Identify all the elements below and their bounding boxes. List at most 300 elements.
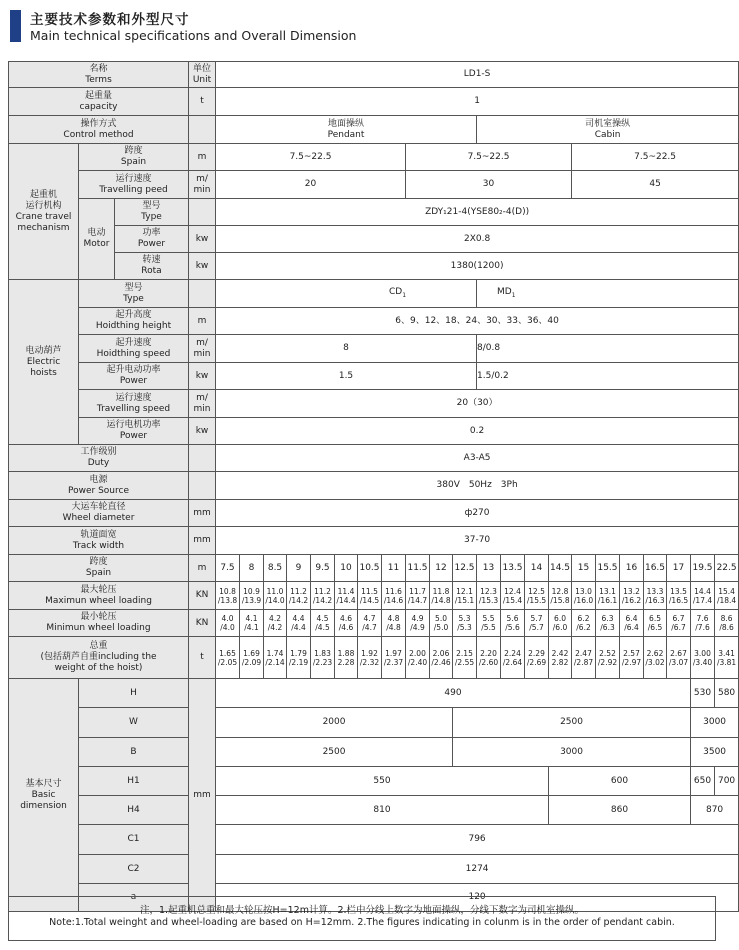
power-source-value-text: 380V 50Hz 3Ph xyxy=(436,480,518,490)
hoist-lift-md xyxy=(477,335,739,363)
dim-W-value xyxy=(691,708,739,738)
span_row-cell-text: 7.5 xyxy=(220,562,235,573)
maxload-cell xyxy=(358,582,382,610)
weight-cell xyxy=(382,637,406,679)
track-label xyxy=(9,527,189,555)
dim-H-label xyxy=(79,679,189,708)
minload-cell xyxy=(549,610,572,637)
hoist-tpow-value-text: 0.2 xyxy=(469,425,485,436)
hoist-lpow-cd xyxy=(216,363,477,390)
minload-cell-text: 6.4 xyxy=(625,614,638,623)
maxload-cell-text: /14.8 xyxy=(431,595,451,605)
dim-C1-label-text: C1 xyxy=(127,834,140,844)
crane-speed-unit-text: m/ min xyxy=(193,173,211,195)
dim-C2-label xyxy=(79,855,189,884)
maxload-cell-text: /13.8 xyxy=(217,595,238,605)
span_row-unit xyxy=(189,555,216,582)
weight-cell-text: 2.42 xyxy=(551,648,569,658)
span_row-cell xyxy=(596,555,620,582)
maxload-cell xyxy=(216,582,240,610)
hoist-lpow-label-text: Power xyxy=(119,376,148,386)
minload-cell-text: /6.2 xyxy=(576,623,591,632)
dim-H-value xyxy=(216,679,691,708)
weight-cell xyxy=(358,637,382,679)
maxload-cell xyxy=(644,582,667,610)
maxload-cell-text: /15.1 xyxy=(454,595,475,605)
crane-span-1-text: 7.5~22.5 xyxy=(289,151,332,162)
dim-H-value-text: 530 xyxy=(693,687,712,698)
maxload-cell xyxy=(311,582,335,610)
weight-cell-text: 1.88 xyxy=(337,648,355,658)
minload-cell-text: 5.5 xyxy=(482,614,495,623)
span_row-cell xyxy=(715,555,739,582)
minload-cell-text: /4.0 xyxy=(220,623,235,632)
span_row-cell-text: 10 xyxy=(340,562,352,573)
hoist-height-value-text: 6、9、12、18、24、30、33、36、40 xyxy=(395,315,559,326)
weight-label xyxy=(9,637,189,679)
maxload-label-text: 最大轮压 xyxy=(80,584,117,595)
span_row-cell-text: 8 xyxy=(248,562,255,573)
dim-B-value xyxy=(691,738,739,767)
dim-H4-value xyxy=(549,796,691,825)
hoist-lift-cd xyxy=(216,335,477,363)
minload-cell-text: /4.8 xyxy=(386,623,401,632)
motor-rota-value xyxy=(216,253,739,280)
maxload-cell xyxy=(406,582,430,610)
capacity-value xyxy=(216,88,739,116)
dim-H4-value xyxy=(216,796,549,825)
control-cabin xyxy=(477,116,739,144)
crane-speed-2 xyxy=(406,171,572,199)
maxload-cell-text: /17.4 xyxy=(692,595,713,605)
span_row-cell xyxy=(644,555,667,582)
weight-cell-text: /2.23 xyxy=(312,657,333,667)
minload-unit-text: KN xyxy=(195,617,209,628)
dim-H4-value-text: 870 xyxy=(705,804,724,815)
dims-unit xyxy=(189,679,216,912)
maxload-cell-text: 11.0 xyxy=(266,586,284,596)
power-source-label-text: 电源 xyxy=(89,474,108,485)
weight-cell-text: 2.20 xyxy=(480,648,497,658)
dim-H1-value xyxy=(691,767,715,796)
control-cabin-text: Cabin xyxy=(594,129,621,140)
weight-cell xyxy=(240,637,264,679)
weight-cell xyxy=(501,637,525,679)
dim-B-value xyxy=(453,738,691,767)
motor-group xyxy=(79,199,115,280)
minload-cell-text: /5.7 xyxy=(529,623,544,632)
minload-cell-text: 4.7 xyxy=(363,614,376,623)
crane-travel-group-text: mechanism xyxy=(17,222,70,233)
span_row-label-text: 跨度 xyxy=(89,557,108,567)
duty-label-text: 工作级别 xyxy=(80,447,117,457)
maxload-cell xyxy=(453,582,477,610)
minload-cell xyxy=(430,610,453,637)
hoist-type-label-text: 型号 xyxy=(124,282,143,293)
span_row-label xyxy=(9,555,189,582)
hoist-lpow-md-text: 1.5/0.2 xyxy=(477,370,509,381)
footnote-cn: 注，1.起重机总重和最大轮压按H=12m计算。2.栏中分线上数字为地面操纵，分线下数字为司机室操纵。 xyxy=(139,905,585,916)
weight-cell-text: /2.19 xyxy=(288,657,309,667)
minload-cell-text: /4.4 xyxy=(291,623,306,632)
dim-C1-label xyxy=(79,825,189,855)
duty-unit xyxy=(189,445,216,472)
hoist-tspd-unit-text: m/ min xyxy=(193,392,211,414)
weight-unit-text: t xyxy=(200,652,204,662)
motor-rota-value-text: 1380(1200) xyxy=(450,260,504,271)
crane-span-unit xyxy=(189,144,216,171)
maxload-cell-text: 11.4 xyxy=(337,586,355,596)
maxload-cell xyxy=(715,582,739,610)
maxload-cell-text: /16.5 xyxy=(668,595,689,605)
weight-cell-text: /3.40 xyxy=(692,657,713,667)
dim-H1-value xyxy=(216,767,549,796)
weight-cell-text: 2.62 xyxy=(646,648,664,658)
hoist-tpow-label xyxy=(79,418,189,445)
minload-cell-text: 5.6 xyxy=(506,614,519,623)
hoist-type-cd-sub: 1 xyxy=(402,291,407,299)
unit-header xyxy=(189,62,216,88)
minload-cell xyxy=(620,610,644,637)
maxload-cell-text: 11.2 xyxy=(290,586,307,596)
weight-cell-text: /2.97 xyxy=(621,657,642,667)
dim-H4-value-text: 810 xyxy=(373,804,391,815)
minload-cell-text: /5.3 xyxy=(457,623,472,632)
footnote xyxy=(8,896,716,941)
minload-cell-text: 4.0 xyxy=(221,614,234,623)
weight-cell-text: /2.14 xyxy=(265,657,285,667)
maxload-cell-text: /14.4 xyxy=(336,595,356,605)
weight-cell-text: /2.92 xyxy=(597,657,618,667)
footnote-en: Note:1.Total weinght and wheel-loading are based on H=12mm. 2.The figures indicating in colunm is in the order of pendant cabin. xyxy=(49,917,675,928)
weight-cell-text: /2.09 xyxy=(241,657,262,667)
dim-W-label-text: W xyxy=(129,717,138,727)
weight-cell xyxy=(525,637,549,679)
minload-unit xyxy=(189,610,216,637)
weight-cell-text: 1.65 xyxy=(219,648,236,658)
dim-H4-value xyxy=(691,796,739,825)
dim-W-value-text: 3000 xyxy=(703,717,727,727)
minload-cell xyxy=(382,610,406,637)
minload-cell-text: /4.6 xyxy=(338,623,354,632)
maxload-cell xyxy=(264,582,287,610)
dim-H-value-text: 580 xyxy=(717,687,736,698)
hoist-type-unit xyxy=(189,280,216,308)
motor-group-text: Motor xyxy=(83,239,110,249)
dim-H4-value-text: 860 xyxy=(610,804,629,815)
maxload-cell-text: /14.2 xyxy=(288,595,309,605)
maxload-cell-text: 11.5 xyxy=(361,586,378,596)
crane-speed-2-text: 30 xyxy=(482,179,495,189)
control-unit xyxy=(189,116,216,144)
maxload-unit xyxy=(189,582,216,610)
motor-power-label-text: Power xyxy=(137,239,166,249)
span_row-cell xyxy=(525,555,549,582)
span_row-cell xyxy=(264,555,287,582)
span_row-cell xyxy=(477,555,501,582)
minload-cell-text: /6.7 xyxy=(671,623,686,632)
weight-cell-text: 1.83 xyxy=(314,648,331,658)
hoist-tspd-label-text: Travelling speed xyxy=(96,403,171,414)
minload-cell-text: /5.6 xyxy=(505,623,520,632)
maxload-cell-text: /16.3 xyxy=(645,595,665,605)
power-source-label xyxy=(9,472,189,500)
duty-value-text: A3-A5 xyxy=(463,452,491,463)
hoist-height-unit xyxy=(189,308,216,335)
wheel-unit-text: mm xyxy=(193,507,211,518)
crane-span-2-text: 7.5~22.5 xyxy=(467,151,510,162)
duty-label xyxy=(9,445,189,472)
maxload-cell-text: /13.9 xyxy=(241,595,262,605)
capacity-label-text: 起重量 xyxy=(85,90,113,101)
crane-span-label xyxy=(79,144,189,171)
hoist-lift-unit-text: m/ min xyxy=(193,337,211,359)
weight-cell xyxy=(477,637,501,679)
weight-cell xyxy=(264,637,287,679)
span_row-cell xyxy=(501,555,525,582)
hoist-height-label-text: Hoidthing height xyxy=(95,321,172,331)
weight-cell xyxy=(596,637,620,679)
dim-B-value-text: 3500 xyxy=(703,746,727,757)
hoist-height-label-text: 起升高度 xyxy=(115,310,152,320)
minload-cell xyxy=(264,610,287,637)
crane-speed-1-text: 20 xyxy=(304,179,317,189)
weight-cell-text: 1.92 xyxy=(361,648,378,658)
weight-cell xyxy=(430,637,453,679)
crane-travel-group xyxy=(9,144,79,280)
crane-travel-group-text: Crane travel xyxy=(15,211,72,222)
dim-H1-value-text: 650 xyxy=(693,775,712,786)
minload-cell-text: /6.4 xyxy=(624,623,639,632)
crane-travel-group-text: 起重机 xyxy=(29,189,57,200)
span_row-cell-text: 9 xyxy=(295,562,302,573)
motor-rota-unit-text: kw xyxy=(195,260,209,271)
minload-cell xyxy=(287,610,311,637)
track-label-text: Track width xyxy=(72,540,125,551)
maxload-cell xyxy=(382,582,406,610)
hoist-height-label xyxy=(79,308,189,335)
span_row-cell-text: 11 xyxy=(387,562,400,573)
minload-cell-text: /4.5 xyxy=(315,623,330,632)
duty-label-text: Duty xyxy=(87,458,110,468)
terms-label-text: Terms xyxy=(85,74,112,85)
minload-cell-text: /5.5 xyxy=(481,623,496,632)
hoist-tspd-value-text: 20（30） xyxy=(456,398,498,408)
power-source-label-text: Power Source xyxy=(68,485,129,496)
span_row-cell-text: 14.5 xyxy=(549,562,571,573)
hoist-lpow-unit xyxy=(189,363,216,390)
capacity-label xyxy=(9,88,189,116)
hoist-type-md-text: MD xyxy=(497,286,512,297)
power-source-unit xyxy=(189,472,216,500)
minload-cell-text: 7.6 xyxy=(696,614,709,623)
dim-C2-value xyxy=(216,855,739,884)
weight-cell-text: 3.41 xyxy=(718,648,735,658)
wheel-label xyxy=(9,500,189,527)
span_row-cell xyxy=(620,555,644,582)
crane-speed-label-text: Travelling peed xyxy=(99,184,168,195)
span_row-cell-text: 22.5 xyxy=(716,562,737,573)
span_row-cell-text: 11.5 xyxy=(407,562,428,573)
maxload-cell-text: 13.0 xyxy=(575,586,592,596)
motor-group-text: 电动 xyxy=(87,228,106,238)
maxload-cell-text: /14.6 xyxy=(383,595,404,605)
hoist-type-md xyxy=(477,280,739,308)
weight-cell-text: 2.47 xyxy=(575,648,592,658)
track-value-text: 37-70 xyxy=(464,535,491,545)
crane-span-unit-text: m xyxy=(197,151,207,162)
maxload-cell-text: 11.7 xyxy=(409,586,426,596)
maxload-cell-text: 15.4 xyxy=(718,586,735,596)
control-label xyxy=(9,116,189,144)
maxload-cell xyxy=(691,582,715,610)
span_row-label-text: Spain xyxy=(85,568,112,578)
wheel-unit xyxy=(189,500,216,527)
hoist-lift-cd-text: 8 xyxy=(343,343,349,353)
weight-cell-text: 1.79 xyxy=(290,648,307,658)
minload-cell xyxy=(406,610,430,637)
dim-H1-value-text: 700 xyxy=(717,775,736,786)
crane-span-3-text: 7.5~22.5 xyxy=(634,151,677,162)
maxload-cell-text: 11.8 xyxy=(432,586,450,596)
weight-cell-text: /2.55 xyxy=(454,657,475,667)
span_row-cell-text: 15.5 xyxy=(597,562,618,573)
span_row-cell-text: 19.5 xyxy=(692,562,713,573)
dim-H1-value xyxy=(549,767,691,796)
maxload-cell-text: 13.2 xyxy=(623,586,640,596)
hoist-group xyxy=(9,280,79,445)
span_row-cell xyxy=(406,555,430,582)
capacity-value-text: 1 xyxy=(474,96,480,106)
span_row-cell-text: 16.5 xyxy=(644,562,666,573)
maxload-cell-text: 13.1 xyxy=(599,586,616,596)
weight-cell xyxy=(667,637,691,679)
motor-rota-label-text: Rota xyxy=(141,266,162,276)
maxload-cell-text: 11.6 xyxy=(385,586,402,596)
maxload-cell xyxy=(549,582,572,610)
weight-cell-text: /2.40 xyxy=(407,657,428,667)
hoist-lpow-cd-text: 1.5 xyxy=(338,370,354,381)
weight-cell-text: /2.64 xyxy=(502,657,523,667)
weight-cell-text: /2.60 xyxy=(478,657,499,667)
control-cabin-text: 司机室操纵 xyxy=(585,118,631,129)
weight-cell xyxy=(572,637,596,679)
capacity-unit-text: t xyxy=(200,96,204,106)
minload-cell xyxy=(596,610,620,637)
dim-B-value-text: 3000 xyxy=(560,746,583,757)
track-unit xyxy=(189,527,216,555)
weight-label-text: (包括葫芦自重including the xyxy=(40,652,157,662)
weight-cell-text: 3.00 xyxy=(694,648,711,658)
maxload-cell xyxy=(477,582,501,610)
dims-unit-text: mm xyxy=(193,789,211,800)
wheel-value xyxy=(216,500,739,527)
power-source-value xyxy=(216,472,739,500)
maxload-cell-text: 11.2 xyxy=(314,586,331,596)
hoist-type-cd xyxy=(216,280,477,308)
maxload-cell-text: 12.5 xyxy=(528,586,545,596)
weight-cell-text: 2.28 xyxy=(337,657,355,667)
dim-H-value xyxy=(691,679,715,708)
maxload-cell-text: 12.8 xyxy=(551,586,569,596)
weight-cell xyxy=(691,637,715,679)
minload-cell xyxy=(358,610,382,637)
minload-cell-text: 6.5 xyxy=(649,614,661,623)
span_row-cell-text: 13 xyxy=(482,562,495,573)
weight-cell xyxy=(335,637,358,679)
minload-cell xyxy=(572,610,596,637)
span_row-cell-text: 9.5 xyxy=(315,562,330,573)
dim-C1-value-text: 796 xyxy=(468,834,486,844)
crane-span-1 xyxy=(216,144,406,171)
dim-H1-value xyxy=(715,767,739,796)
minload-cell xyxy=(453,610,477,637)
weight-cell-text: 2.24 xyxy=(504,648,521,658)
hoist-lift-label-text: Hoidthing speed xyxy=(96,348,171,359)
span_row-cell xyxy=(572,555,596,582)
hoist-lift-label xyxy=(79,335,189,363)
hoist-type-cd-text: CD xyxy=(388,286,403,297)
motor-type-label-text: 型号 xyxy=(142,201,161,211)
weight-label-text: 总重 xyxy=(89,641,108,651)
minload-cell-text: /6.0 xyxy=(552,623,568,632)
minload-cell-text: /6.3 xyxy=(600,623,615,632)
minload-cell-text: 8.6 xyxy=(720,614,733,623)
weight-cell xyxy=(453,637,477,679)
header-accent-bar xyxy=(10,10,21,42)
crane-span-label-text: Spain xyxy=(120,157,147,167)
minload-cell-text: 4.1 xyxy=(245,614,258,623)
span_row-cell xyxy=(430,555,453,582)
weight-cell-text: 1.69 xyxy=(243,648,260,658)
hoist-lift-label-text: 起升速度 xyxy=(115,337,152,348)
span_row-cell-text: 12 xyxy=(435,562,447,573)
span_row-cell-text: 16 xyxy=(625,562,638,573)
motor-type-value xyxy=(216,199,739,226)
dim-H4-label-text: H4 xyxy=(127,804,140,815)
motor-type-unit xyxy=(189,199,216,226)
maxload-cell xyxy=(240,582,264,610)
minload-cell-text: 4.9 xyxy=(411,614,424,623)
minload-cell xyxy=(311,610,335,637)
maxload-cell xyxy=(287,582,311,610)
minload-cell-text: 6.3 xyxy=(601,614,614,623)
maxload-cell-text: 12.1 xyxy=(456,586,473,596)
weight-label-text: weight of the hoist) xyxy=(54,663,143,673)
span_row-cell-text: 15 xyxy=(577,562,590,573)
minload-cell-text: /4.7 xyxy=(362,623,377,632)
weight-cell-text: /3.02 xyxy=(645,657,665,667)
crane-span-3 xyxy=(572,144,739,171)
dims-group-text: dimension xyxy=(20,800,67,811)
span_row-cell xyxy=(667,555,691,582)
dim-W-value-text: 2500 xyxy=(560,717,583,727)
dim-A-label-text: a xyxy=(130,892,137,902)
dim-B-label xyxy=(79,738,189,767)
maxload-cell-text: /14.5 xyxy=(359,595,380,605)
minload-label-text: 最小轮压 xyxy=(80,612,117,622)
weight-cell xyxy=(406,637,430,679)
maxload-cell-text: /15.5 xyxy=(526,595,547,605)
crane-speed-label-text: 运行速度 xyxy=(115,173,152,184)
dim-H1-label xyxy=(79,767,189,796)
dim-C1-value xyxy=(216,825,739,855)
hoist-lpow-label xyxy=(79,363,189,390)
weight-cell-text: 2.15 xyxy=(456,648,473,658)
hoist-tpow-value xyxy=(216,418,739,445)
maxload-label xyxy=(9,582,189,610)
hoist-tpow-label-text: Power xyxy=(119,431,148,441)
